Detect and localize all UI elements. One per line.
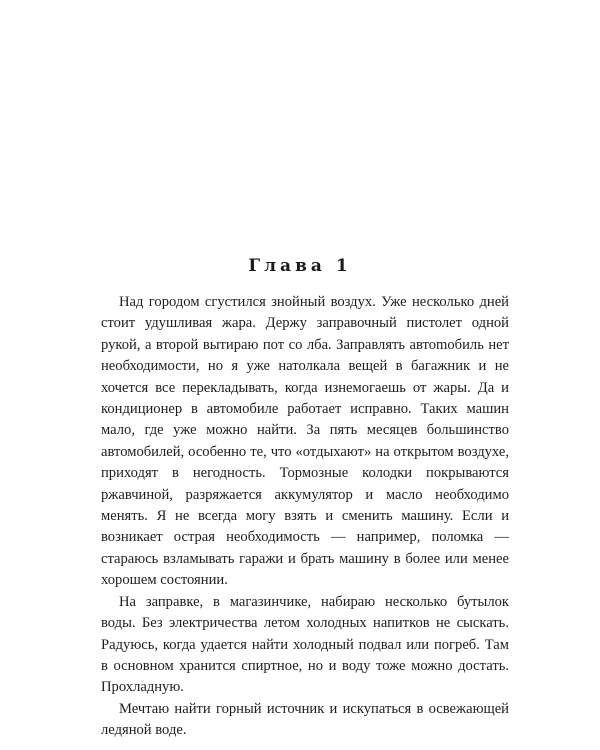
chapter-body (101, 292, 509, 742)
paragraph-1: Над городом сгустился знойный воздух. Уже несколько дней стоит удушливая жара. Держу заправочный пистолет одной рукой, а второй вытираю пот со лба. Заправлять автоmобиль нет необходимости, но я уже натолкала вещей в багажник и не хочется все перекладывать, когда изнемогаешь от жары. Да и кондиционер в автомобиле работает исправно. Таких машин мало, где уже можно найти. За пять месяцев большинство автомобилей, особенно те, что «отдыхают» на открытом воздухе, приходят в негодность. Тормозные колодки покрываются ржавчиной, разряжается аккумулятор и масло необходимо менять. Я не всегда могу взять и сменить машину. Если и возникает острая необходимость — например, поломка — стараюсь взламывать гаражи и брать машину в более или менее хорошем состоянии. (101, 294, 509, 589)
paragraph-2: На заправке, в магазинчике, набираю несколько бутылок воды. Без электричества летом холодных напитков не сыскать. Радуюсь, когда удается найти холодный подвал или погреб. Там в основном хранится спиртное, но и воду тоже можно достать. Прохладную. (101, 593, 509, 696)
paragraph-3: Мечтаю найти горный источник и искупаться в освежающей ледяной воде. (101, 700, 509, 739)
chapter-heading: Глава 1 (248, 256, 352, 276)
